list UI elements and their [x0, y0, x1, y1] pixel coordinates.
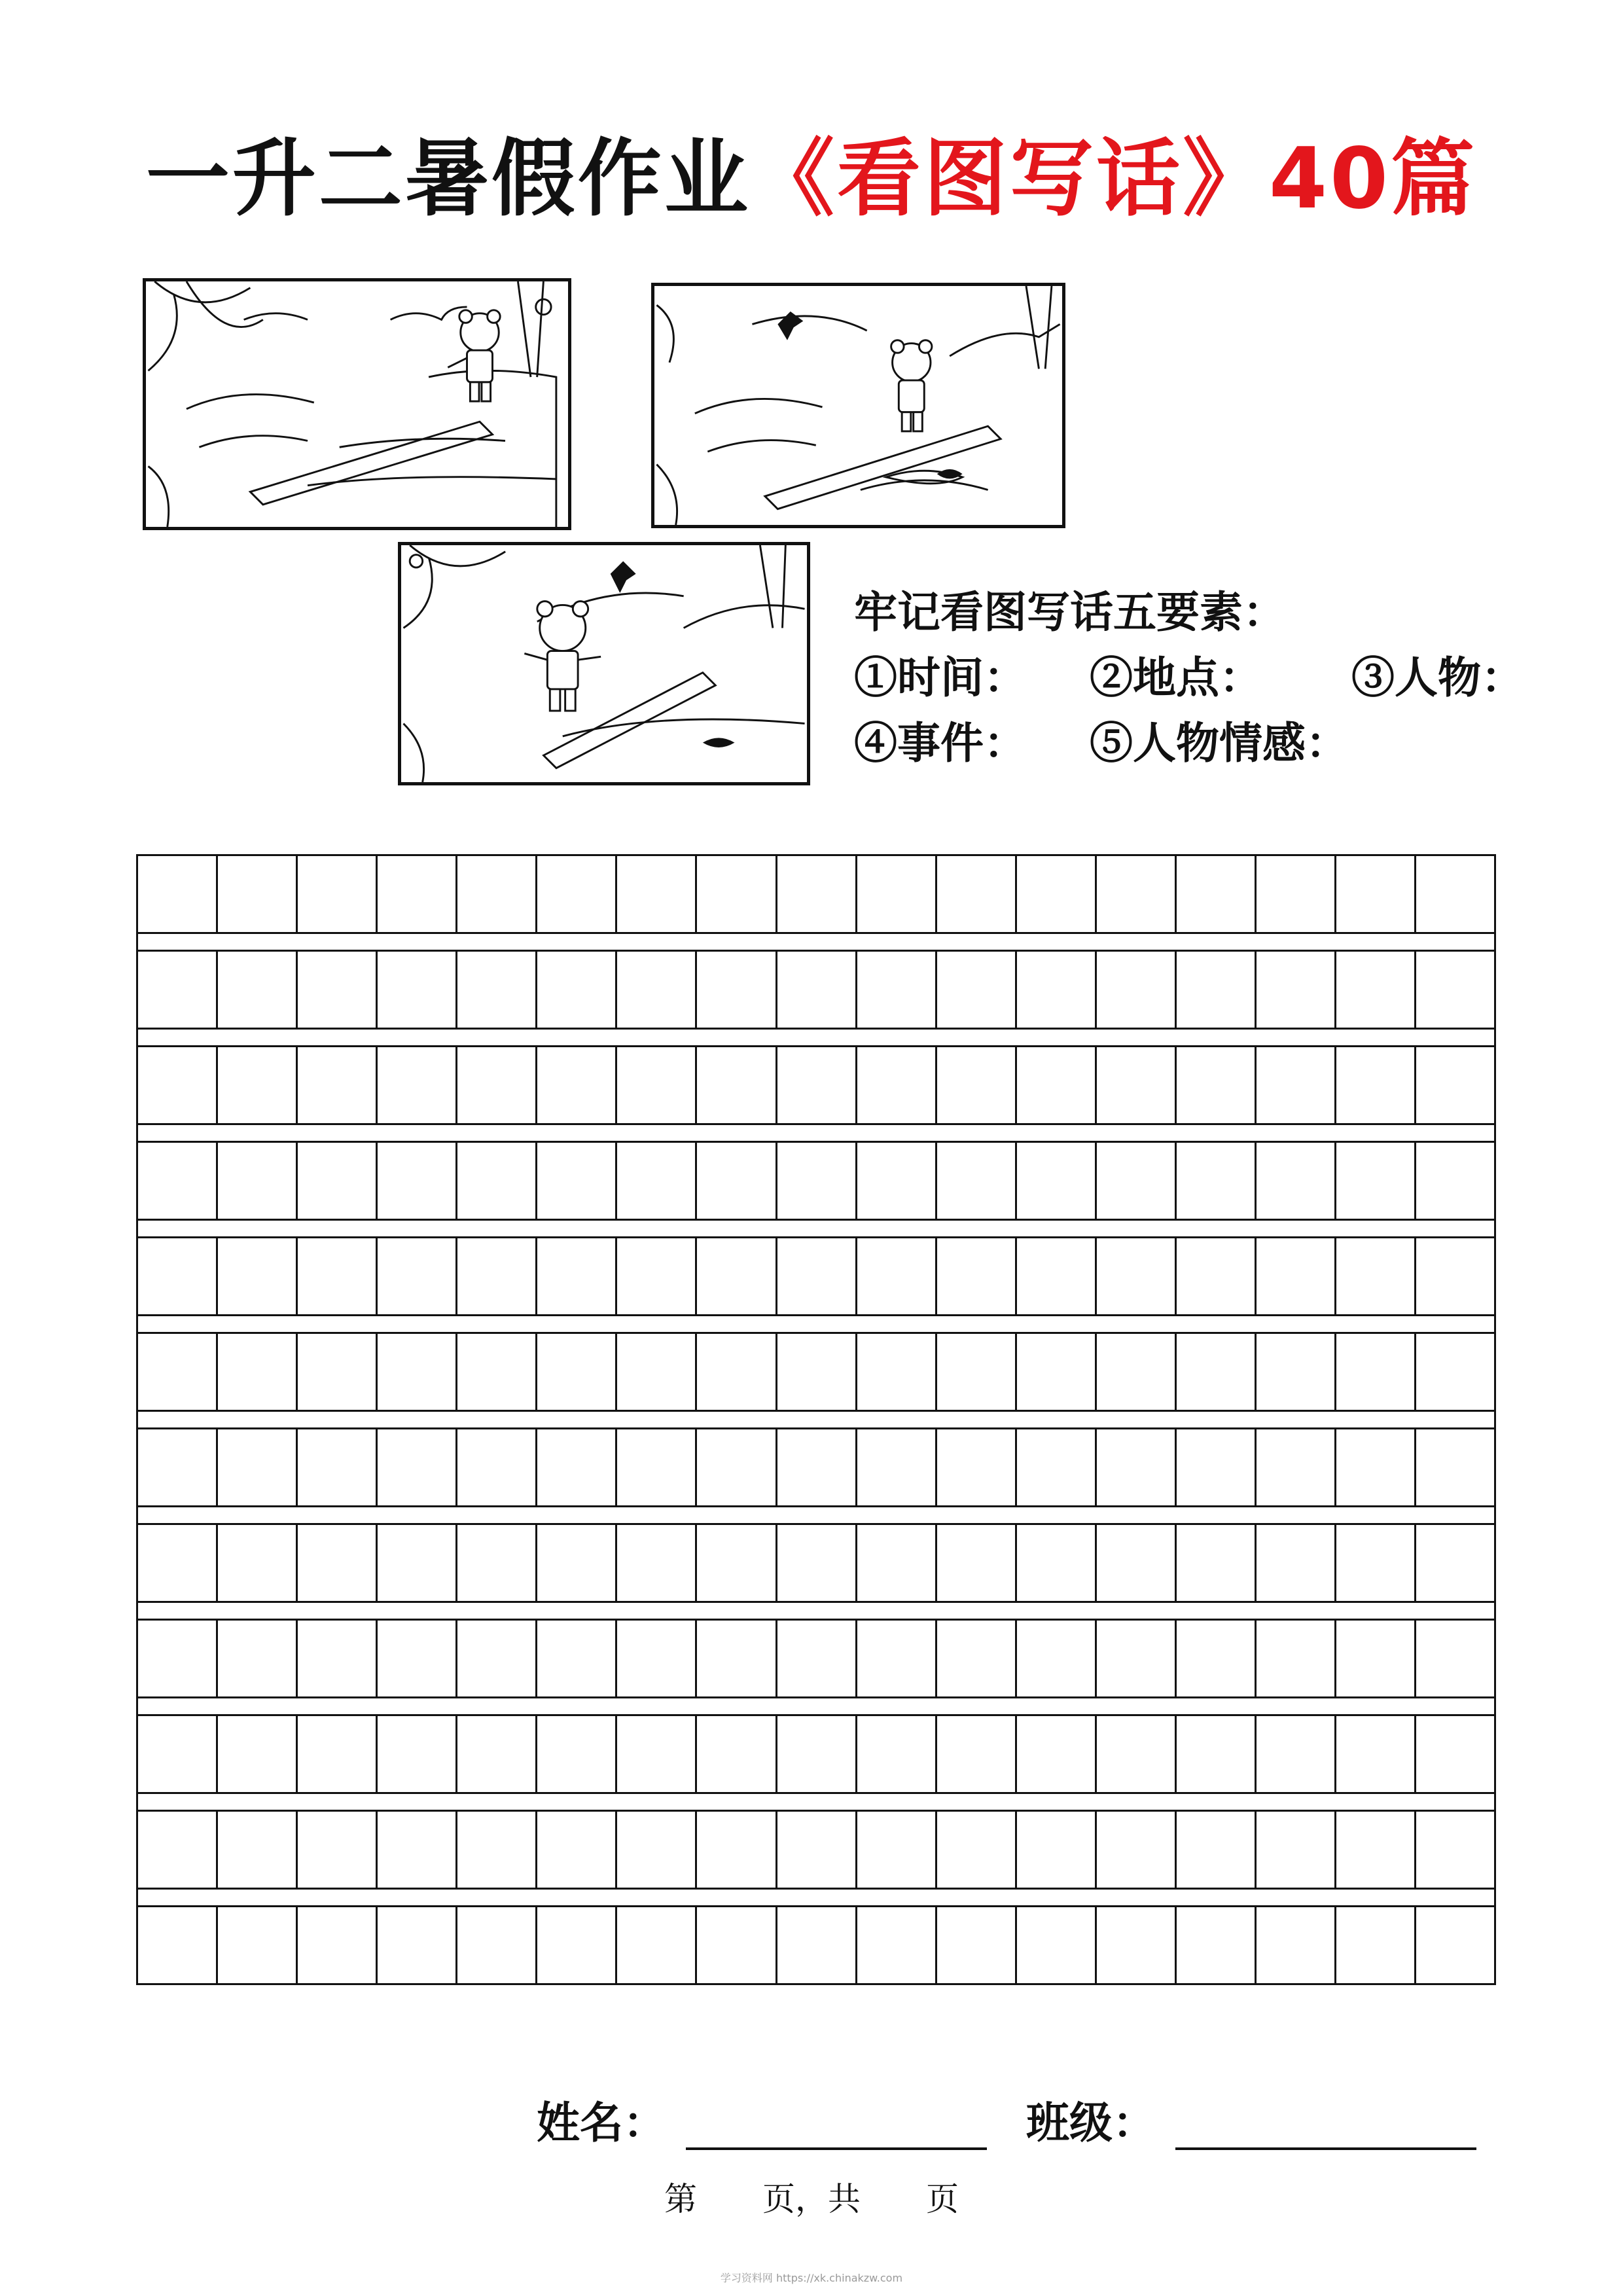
grid-cell[interactable]	[1255, 1238, 1334, 1314]
picture-2	[651, 283, 1065, 528]
grid-cell[interactable]	[216, 1429, 296, 1505]
grid-cell[interactable]	[935, 1907, 1015, 1983]
grid-cell[interactable]	[455, 1143, 535, 1219]
grid-cell[interactable]	[776, 1238, 855, 1314]
grid-cell[interactable]	[1414, 1812, 1494, 1888]
name-label: 姓名：	[537, 2097, 666, 2148]
grid-cell[interactable]	[1255, 1429, 1334, 1505]
grid-row-gap	[136, 1507, 1496, 1523]
grid-cell[interactable]	[1334, 1429, 1414, 1505]
class-label: 班级：	[1026, 2097, 1156, 2148]
grid-cell[interactable]	[935, 1047, 1015, 1123]
grid-cell[interactable]	[1015, 1429, 1095, 1505]
bear-watching-fish-illustration	[654, 286, 1062, 525]
grid-cell[interactable]	[1255, 1621, 1334, 1696]
grid-cell[interactable]	[216, 952, 296, 1028]
grid-cell[interactable]	[535, 1907, 615, 1983]
grid-cell[interactable]	[935, 1621, 1015, 1696]
grid-cell[interactable]	[1175, 856, 1255, 932]
grid-cell[interactable]	[776, 1143, 855, 1219]
grid-cell[interactable]	[855, 856, 935, 932]
grid-cell[interactable]	[455, 1716, 535, 1792]
grid-row-gap	[136, 1603, 1496, 1619]
grid-cell[interactable]	[695, 1047, 775, 1123]
grid-cell[interactable]	[455, 856, 535, 932]
grid-cell[interactable]	[1414, 1047, 1494, 1123]
grid-cell[interactable]	[1095, 1621, 1175, 1696]
grid-cell[interactable]	[138, 1334, 216, 1410]
grid-cell[interactable]	[296, 1429, 376, 1505]
page-title	[0, 111, 1623, 232]
grid-cell[interactable]	[776, 1812, 855, 1888]
grid-row-gap	[136, 1794, 1496, 1810]
grid-cell[interactable]	[1175, 1525, 1255, 1601]
grid-cell[interactable]	[296, 952, 376, 1028]
grid-cell[interactable]	[216, 1716, 296, 1792]
grid-cell[interactable]	[776, 1716, 855, 1792]
grid-cell[interactable]	[376, 1716, 455, 1792]
grid-cell[interactable]	[1334, 1812, 1414, 1888]
grid-cell[interactable]	[855, 952, 935, 1028]
grid-cell[interactable]	[1334, 1716, 1414, 1792]
grid-cell[interactable]	[776, 952, 855, 1028]
grid-cell[interactable]	[776, 1047, 855, 1123]
grid-row-gap	[136, 934, 1496, 950]
grid-cell[interactable]	[1095, 1334, 1175, 1410]
grid-cell[interactable]	[695, 1238, 775, 1314]
grid-cell[interactable]	[615, 952, 695, 1028]
grid-cell[interactable]	[1175, 1907, 1255, 1983]
grid-cell[interactable]	[535, 1621, 615, 1696]
grid-cell[interactable]	[216, 1334, 296, 1410]
grid-cell[interactable]	[535, 1429, 615, 1505]
grid-cell[interactable]	[1414, 856, 1494, 932]
grid-cell[interactable]	[615, 1334, 695, 1410]
name-field[interactable]	[686, 2108, 987, 2150]
grid-row-gap	[136, 1412, 1496, 1427]
grid-cell[interactable]	[535, 1047, 615, 1123]
grid-cell[interactable]	[535, 1716, 615, 1792]
grid-cell[interactable]	[695, 1907, 775, 1983]
grid-cell[interactable]	[376, 1525, 455, 1601]
grid-cell[interactable]	[935, 1143, 1015, 1219]
grid-cell[interactable]	[695, 1716, 775, 1792]
grid-cell[interactable]	[776, 1525, 855, 1601]
title-red: 《看图写话》40篇	[750, 130, 1478, 228]
grid-cell[interactable]	[216, 1047, 296, 1123]
grid-cell[interactable]	[138, 1812, 216, 1888]
grid-cell[interactable]	[1015, 1525, 1095, 1601]
grid-cell[interactable]	[535, 856, 615, 932]
grid-cell[interactable]	[1334, 1047, 1414, 1123]
grid-cell[interactable]	[376, 1047, 455, 1123]
grid-row[interactable]	[136, 1332, 1496, 1412]
page-number: 第 页，共 页	[664, 2180, 959, 2218]
grid-cell[interactable]	[455, 952, 535, 1028]
grid-cell[interactable]	[535, 952, 615, 1028]
grid-cell[interactable]	[1095, 1812, 1175, 1888]
writing-elements	[854, 579, 1607, 776]
grid-row-gap	[136, 1698, 1496, 1714]
grid-cell[interactable]	[1015, 1621, 1095, 1696]
grid-cell[interactable]	[1414, 952, 1494, 1028]
grid-row-gap	[136, 1890, 1496, 1905]
grid-cell[interactable]	[138, 1047, 216, 1123]
grid-cell[interactable]	[455, 1621, 535, 1696]
grid-cell[interactable]	[855, 1238, 935, 1314]
grid-cell[interactable]	[1095, 1047, 1175, 1123]
grid-cell[interactable]	[1015, 1047, 1095, 1123]
picture-3	[398, 542, 810, 785]
grid-cell[interactable]	[1255, 952, 1334, 1028]
grid-cell[interactable]	[1255, 1143, 1334, 1219]
grid-cell[interactable]	[138, 1621, 216, 1696]
grid-cell[interactable]	[1334, 952, 1414, 1028]
grid-row[interactable]	[136, 1905, 1496, 1985]
grid-cell[interactable]	[138, 1238, 216, 1314]
grid-cell[interactable]	[1255, 1716, 1334, 1792]
grid-cell[interactable]	[935, 856, 1015, 932]
grid-cell[interactable]	[376, 1429, 455, 1505]
grid-cell[interactable]	[776, 856, 855, 932]
student-info	[537, 2088, 1516, 2150]
grid-row[interactable]	[136, 1141, 1496, 1221]
grid-cell[interactable]	[1414, 1143, 1494, 1219]
grid-cell[interactable]	[1095, 1143, 1175, 1219]
grid-cell[interactable]	[1095, 952, 1175, 1028]
grid-cell[interactable]	[455, 1334, 535, 1410]
grid-cell[interactable]	[1414, 1334, 1494, 1410]
grid-cell[interactable]	[1095, 1525, 1175, 1601]
grid-cell[interactable]	[455, 1525, 535, 1601]
grid-cell[interactable]	[216, 1525, 296, 1601]
grid-cell[interactable]	[615, 1907, 695, 1983]
grid-cell[interactable]	[455, 1907, 535, 1983]
grid-cell[interactable]	[216, 1143, 296, 1219]
grid-cell[interactable]	[1255, 856, 1334, 932]
grid-cell[interactable]	[296, 1143, 376, 1219]
bear-walking-log-illustration	[401, 545, 807, 782]
grid-cell[interactable]	[1175, 1238, 1255, 1314]
watermark: 学习资料网 https://xk.chinakzw.com	[720, 2272, 903, 2284]
grid-row[interactable]	[136, 854, 1496, 934]
grid-cell[interactable]	[935, 1429, 1015, 1505]
grid-cell[interactable]	[615, 1429, 695, 1505]
grid-cell[interactable]	[455, 1429, 535, 1505]
grid-row[interactable]	[136, 1045, 1496, 1125]
grid-cell[interactable]	[138, 952, 216, 1028]
grid-cell[interactable]	[855, 1907, 935, 1983]
grid-row[interactable]	[136, 1236, 1496, 1316]
grid-cell[interactable]	[1095, 1238, 1175, 1314]
grid-row[interactable]	[136, 1427, 1496, 1507]
grid-cell[interactable]	[1334, 1907, 1414, 1983]
grid-cell[interactable]	[1015, 1334, 1095, 1410]
grid-cell[interactable]	[138, 1907, 216, 1983]
grid-cell[interactable]	[216, 1238, 296, 1314]
grid-cell[interactable]	[296, 1238, 376, 1314]
grid-row[interactable]	[136, 950, 1496, 1030]
grid-cell[interactable]	[1095, 856, 1175, 932]
grid-cell[interactable]	[1414, 1716, 1494, 1792]
grid-cell[interactable]	[1095, 1429, 1175, 1505]
grid-cell[interactable]	[615, 856, 695, 932]
grid-cell[interactable]	[455, 1047, 535, 1123]
grid-cell[interactable]	[296, 1907, 376, 1983]
grid-cell[interactable]	[695, 1812, 775, 1888]
grid-cell[interactable]	[1334, 1525, 1414, 1601]
grid-cell[interactable]	[1095, 1907, 1175, 1983]
grid-row-gap	[136, 1030, 1496, 1045]
grid-cell[interactable]	[855, 1525, 935, 1601]
grid-cell[interactable]	[695, 1143, 775, 1219]
grid-row-gap	[136, 1125, 1496, 1141]
grid-cell[interactable]	[376, 1238, 455, 1314]
grid-cell[interactable]	[776, 1334, 855, 1410]
grid-cell[interactable]	[1255, 1812, 1334, 1888]
grid-cell[interactable]	[1414, 1525, 1494, 1601]
grid-cell[interactable]	[216, 1621, 296, 1696]
grid-cell[interactable]	[1334, 1143, 1414, 1219]
grid-cell[interactable]	[855, 1716, 935, 1792]
grid-cell[interactable]	[1015, 1716, 1095, 1792]
grid-cell[interactable]	[216, 1907, 296, 1983]
grid-row[interactable]	[136, 1523, 1496, 1603]
grid-cell[interactable]	[1175, 1047, 1255, 1123]
grid-cell[interactable]	[376, 1621, 455, 1696]
grid-cell[interactable]	[1255, 1525, 1334, 1601]
grid-cell[interactable]	[376, 1334, 455, 1410]
element-person: ③人物：	[1351, 652, 1524, 703]
grid-cell[interactable]	[1255, 1334, 1334, 1410]
grid-cell[interactable]	[1255, 1047, 1334, 1123]
grid-cell[interactable]	[615, 1238, 695, 1314]
grid-cell[interactable]	[695, 1525, 775, 1601]
grid-cell[interactable]	[615, 1812, 695, 1888]
grid-cell[interactable]	[1015, 1812, 1095, 1888]
grid-cell[interactable]	[1175, 1716, 1255, 1792]
grid-cell[interactable]	[935, 952, 1015, 1028]
picture-1	[143, 278, 571, 530]
grid-cell[interactable]	[776, 1907, 855, 1983]
grid-cell[interactable]	[615, 1525, 695, 1601]
grid-row-gap	[136, 1316, 1496, 1332]
grid-cell[interactable]	[376, 952, 455, 1028]
grid-row-gap	[136, 1221, 1496, 1236]
grid-row[interactable]	[136, 1714, 1496, 1794]
grid-cell[interactable]	[1175, 1143, 1255, 1219]
grid-cell[interactable]	[535, 1334, 615, 1410]
grid-cell[interactable]	[935, 1716, 1015, 1792]
grid-cell[interactable]	[455, 1812, 535, 1888]
grid-cell[interactable]	[855, 1047, 935, 1123]
elements-heading: 牢记看图写话五要素：	[854, 586, 1286, 637]
bear-at-log-bridge-illustration	[146, 281, 568, 527]
grid-cell[interactable]	[138, 1716, 216, 1792]
grid-cell[interactable]	[1095, 1716, 1175, 1792]
grid-cell[interactable]	[138, 856, 216, 932]
element-time: ①时间：	[854, 652, 1027, 703]
grid-cell[interactable]	[535, 1525, 615, 1601]
grid-cell[interactable]	[615, 1621, 695, 1696]
grid-cell[interactable]	[455, 1238, 535, 1314]
grid-cell[interactable]	[376, 1812, 455, 1888]
grid-cell[interactable]	[1175, 1429, 1255, 1505]
grid-cell[interactable]	[615, 1047, 695, 1123]
grid-cell[interactable]	[1015, 1907, 1095, 1983]
grid-cell[interactable]	[1175, 1812, 1255, 1888]
grid-cell[interactable]	[138, 1143, 216, 1219]
grid-cell[interactable]	[1334, 1238, 1414, 1314]
grid-cell[interactable]	[1414, 1238, 1494, 1314]
grid-cell[interactable]	[935, 1812, 1015, 1888]
grid-cell[interactable]	[1175, 1334, 1255, 1410]
class-field[interactable]	[1175, 2108, 1476, 2150]
grid-cell[interactable]	[695, 856, 775, 932]
writing-grid[interactable]	[136, 854, 1496, 1985]
grid-cell[interactable]	[1334, 1334, 1414, 1410]
grid-cell[interactable]	[1334, 1621, 1414, 1696]
grid-cell[interactable]	[296, 1525, 376, 1601]
grid-row[interactable]	[136, 1619, 1496, 1698]
title-main: 一升二暑假作业	[145, 130, 751, 228]
grid-cell[interactable]	[695, 952, 775, 1028]
grid-cell[interactable]	[296, 856, 376, 932]
grid-cell[interactable]	[1015, 1238, 1095, 1314]
element-event: ④事件：	[854, 717, 1027, 768]
grid-cell[interactable]	[1015, 1143, 1095, 1219]
grid-cell[interactable]	[216, 1812, 296, 1888]
grid-cell[interactable]	[535, 1143, 615, 1219]
grid-cell[interactable]	[855, 1621, 935, 1696]
grid-cell[interactable]	[776, 1621, 855, 1696]
grid-cell[interactable]	[216, 856, 296, 932]
grid-cell[interactable]	[695, 1334, 775, 1410]
grid-cell[interactable]	[296, 1334, 376, 1410]
grid-cell[interactable]	[935, 1525, 1015, 1601]
grid-cell[interactable]	[138, 1525, 216, 1601]
grid-cell[interactable]	[1015, 856, 1095, 932]
grid-cell[interactable]	[1255, 1907, 1334, 1983]
grid-cell[interactable]	[296, 1716, 376, 1792]
grid-cell[interactable]	[1414, 1621, 1494, 1696]
element-feeling: ⑤人物情感：	[1090, 717, 1349, 768]
grid-cell[interactable]	[535, 1238, 615, 1314]
grid-cell[interactable]	[376, 1907, 455, 1983]
grid-cell[interactable]	[615, 1716, 695, 1792]
grid-row[interactable]	[136, 1810, 1496, 1890]
grid-cell[interactable]	[138, 1429, 216, 1505]
grid-cell[interactable]	[695, 1621, 775, 1696]
grid-cell[interactable]	[296, 1812, 376, 1888]
grid-cell[interactable]	[1414, 1907, 1494, 1983]
grid-cell[interactable]	[535, 1812, 615, 1888]
grid-cell[interactable]	[296, 1621, 376, 1696]
grid-cell[interactable]	[1175, 952, 1255, 1028]
grid-cell[interactable]	[296, 1047, 376, 1123]
grid-cell[interactable]	[776, 1429, 855, 1505]
grid-cell[interactable]	[695, 1429, 775, 1505]
grid-cell[interactable]	[935, 1238, 1015, 1314]
grid-cell[interactable]	[376, 1143, 455, 1219]
grid-cell[interactable]	[376, 856, 455, 932]
element-place: ②地点：	[1090, 652, 1262, 703]
grid-cell[interactable]	[1015, 952, 1095, 1028]
grid-cell[interactable]	[855, 1334, 935, 1410]
grid-cell[interactable]	[935, 1334, 1015, 1410]
grid-cell[interactable]	[855, 1429, 935, 1505]
grid-cell[interactable]	[855, 1143, 935, 1219]
grid-cell[interactable]	[615, 1143, 695, 1219]
grid-cell[interactable]	[1175, 1621, 1255, 1696]
grid-cell[interactable]	[1334, 856, 1414, 932]
grid-cell[interactable]	[1414, 1429, 1494, 1505]
grid-cell[interactable]	[855, 1812, 935, 1888]
